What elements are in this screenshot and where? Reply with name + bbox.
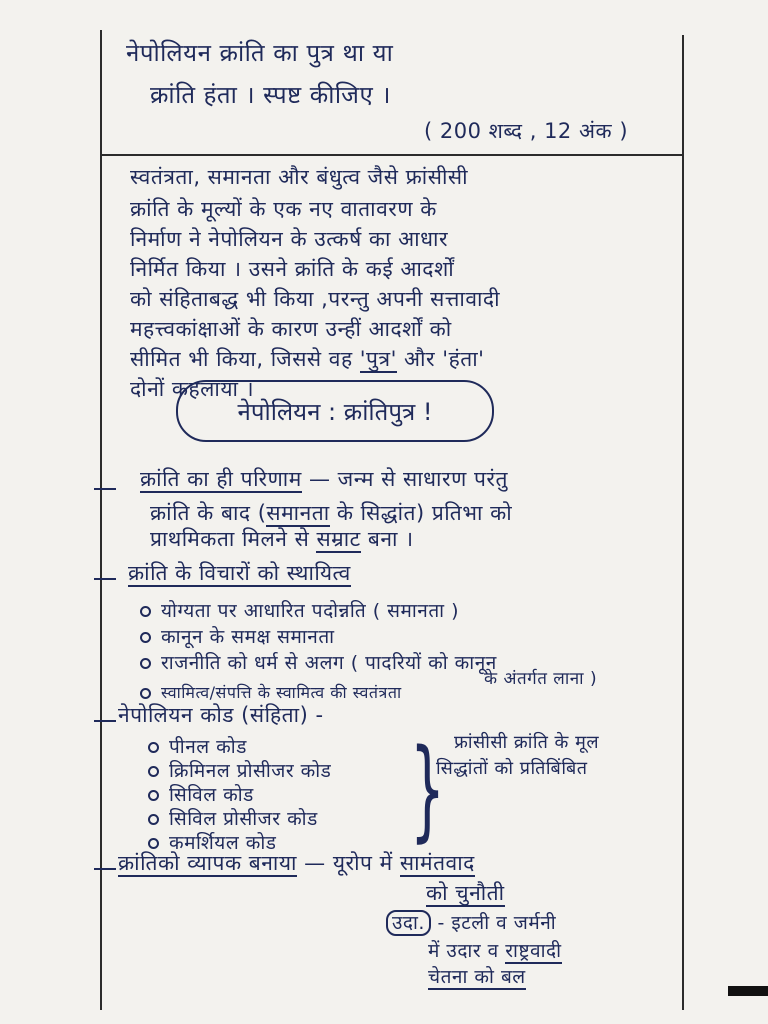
section-2-item-text: कानून के समक्ष समानता	[161, 626, 335, 648]
bullet-icon	[148, 766, 159, 777]
section-2-item-text: स्वामित्व/संपत्ति के स्वामित्व की स्वतंत्रता	[161, 683, 402, 702]
example-text-2a: में उदार व	[428, 940, 506, 962]
intro-line-7-text: सीमित भी किया, जिससे वह	[130, 347, 360, 371]
challenge-text: को चुनौती	[426, 881, 505, 905]
section-2-item-3-continuation: के अंतर्गत लाना )	[484, 669, 598, 689]
section-4-example-line	[386, 910, 556, 936]
section-2-item-text: राजनीति को धर्म से अलग ( पादरियों को कानून	[161, 652, 497, 674]
code-item-text: कमर्शियल कोड	[169, 832, 277, 854]
section-1-dash	[94, 488, 116, 490]
page-corner-mark	[728, 986, 768, 996]
example-text-1: - इटली व जर्मनी	[430, 912, 557, 934]
brace-icon: }	[410, 725, 445, 853]
code-item	[148, 806, 318, 832]
code-item-text: क्रिमिनल प्रोसीजर कोड	[169, 760, 332, 782]
bullet-icon	[140, 688, 151, 699]
bullet-icon	[148, 814, 159, 825]
section-2-heading-line	[128, 560, 351, 586]
intro-line-5: को संहिताबद्ध भी किया ,परन्तु अपनी सत्तावादी	[130, 287, 501, 311]
intro-line-6: महत्त्वकांक्षाओं के कारण उन्हीं आदर्शों को	[130, 317, 452, 341]
bullet-icon	[140, 632, 151, 643]
intro-line-1: स्वतंत्रता, समानता और बंधुत्व जैसे फ्रांसीसी	[130, 165, 469, 189]
section-1-rest: — जन्म से साधारण परंतु	[301, 467, 508, 491]
hanta-word: 'हंता'	[442, 347, 485, 371]
section-1-line-1	[140, 466, 508, 492]
code-item	[148, 758, 331, 784]
intro-line-2: क्रांति के मूल्यों के एक नए वातावरण के	[130, 197, 437, 221]
equality-word: समानता	[266, 501, 330, 525]
section-2-item	[140, 650, 497, 676]
feudalism-word: सामंतवाद	[399, 851, 475, 875]
heading-bubble	[176, 380, 494, 442]
bullet-icon	[140, 658, 151, 669]
code-item-text: सिविल कोड	[169, 784, 254, 806]
bullet-icon	[148, 742, 159, 753]
right-margin-line	[682, 35, 684, 1010]
intro-line-8: दोनों कहलाया ।	[130, 377, 255, 401]
intro-line-3: निर्माण ने नेपोलियन के उत्कर्ष का आधार	[130, 227, 449, 251]
section-1-heading: क्रांति का ही परिणाम	[140, 467, 302, 491]
example-label: उदा.	[386, 910, 431, 936]
section-1-line-3	[150, 526, 414, 552]
putra-word: 'पुत्र'	[359, 347, 397, 371]
left-margin-line	[100, 30, 102, 1010]
section-1-line-2c: के सिद्धांत) प्रतिभा को	[329, 501, 513, 525]
section-2-dash	[94, 578, 116, 580]
section-1-line-3a: प्राथमिकता मिलने से	[150, 527, 317, 551]
code-item	[148, 782, 254, 808]
section-1-line-2a: क्रांति के बाद (	[150, 501, 267, 525]
section-4-rest: — यूरोप में	[296, 851, 400, 875]
code-note-line-1: फ्रांसीसी क्रांति के मूल	[454, 732, 600, 753]
code-item-text: पीनल कोड	[169, 736, 247, 758]
section-4-example-line-3	[428, 964, 526, 990]
code-note-line-2: सिद्धांतों को प्रतिबिंबित	[436, 758, 588, 779]
code-item	[148, 734, 247, 760]
intro-and: और	[396, 347, 443, 371]
emperor-word: सम्राट	[316, 527, 361, 551]
section-4-line-2	[426, 880, 505, 906]
code-item-text: सिविल प्रोसीजर कोड	[169, 808, 318, 830]
section-1-line-3c: बना ।	[360, 527, 414, 551]
section-4-line-1	[118, 850, 475, 876]
nationalist-word: राष्ट्रवादी	[505, 940, 562, 962]
section-4-dash	[94, 868, 116, 870]
section-4-example-line-2	[428, 938, 562, 964]
section-2-item	[140, 624, 335, 650]
bubble-text: नेपोलियन : क्रांतिपुत्र !	[237, 397, 433, 426]
bullet-icon	[148, 838, 159, 849]
section-4-heading: क्रांतिको व्यापक बनाया	[118, 851, 297, 875]
intro-line-7	[130, 346, 484, 372]
bullet-icon	[140, 606, 151, 617]
question-separator-line	[100, 154, 682, 156]
section-1-line-2	[150, 500, 512, 526]
example-text-3: चेतना को बल	[428, 966, 526, 988]
question-marks: ( 200 शब्द , 12 अंक )	[424, 119, 629, 143]
intro-line-4: निर्मित किया । उसने क्रांति के कई आदर्शों	[130, 257, 455, 281]
bullet-icon	[148, 790, 159, 801]
section-3-dash	[94, 720, 116, 722]
section-2-item-text: योग्यता पर आधारित पदोन्नति ( समानता )	[161, 600, 460, 622]
section-2-heading: क्रांति के विचारों को स्थायित्व	[128, 561, 351, 585]
question-line-2: क्रांति हंता । स्पष्ट कीजिए ।	[150, 81, 391, 109]
section-2-item	[140, 598, 459, 624]
section-3-heading: नेपोलियन कोड (संहिता) -	[118, 703, 324, 727]
question-line-1: नेपोलियन क्रांति का पुत्र था या	[126, 39, 394, 67]
